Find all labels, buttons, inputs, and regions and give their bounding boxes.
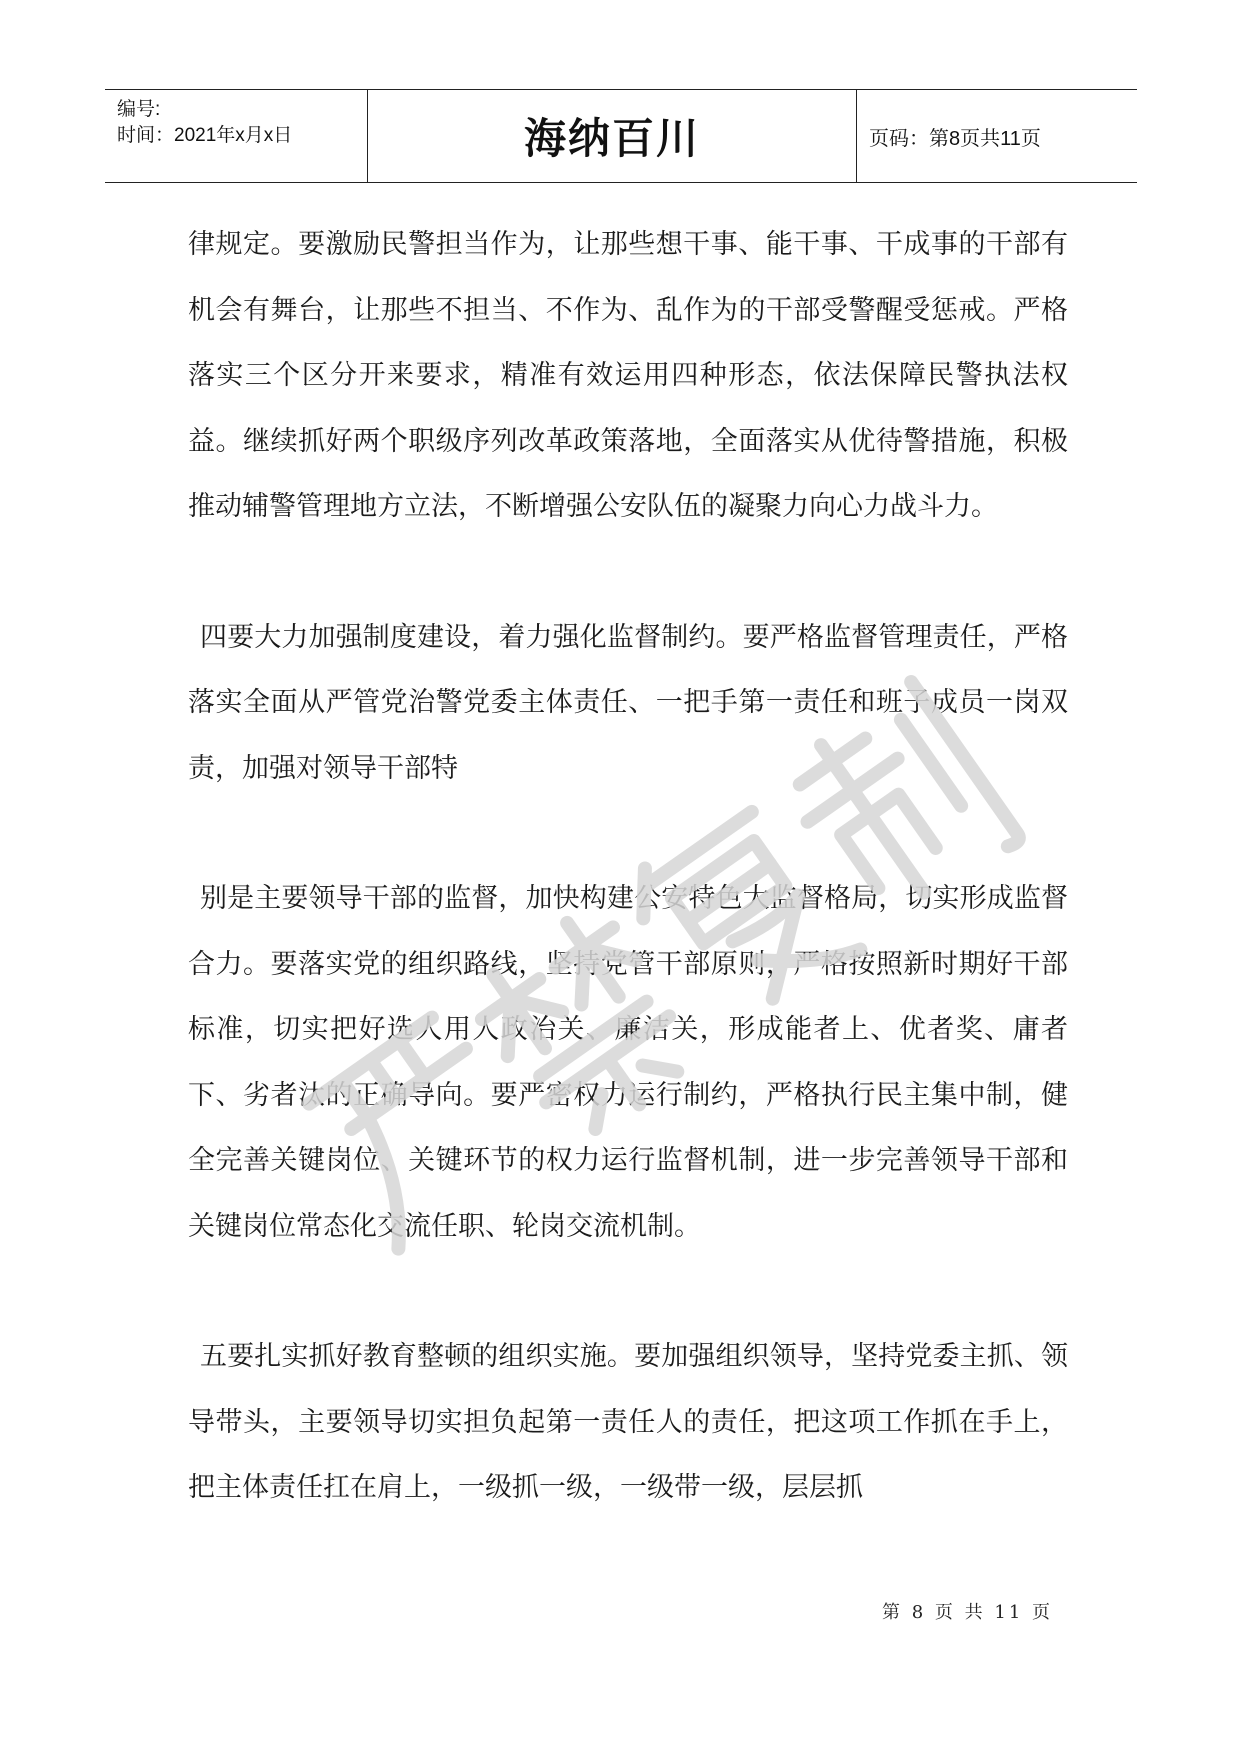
header-page-cell <box>857 90 1137 182</box>
time-label: 时间：2021年x月x日 <box>117 125 293 146</box>
code-label: 编号: <box>117 99 161 120</box>
paragraph: 四要大力加强制度建设，着力强化监督制约。要严格监督管理责任，严格落实全面从严管党治警党委主体责任、一把手第一责任和班子成员一岗双责，加强对领导干部特 <box>188 621 1068 784</box>
paragraph: 五要扎实抓好教育整顿的组织实施。要加强组织领导，坚持党委主抓、领导带头，主要领导切实担负起第一责任人的责任，把这项工作抓在手上，把主体责任扛在肩上，一级抓一级，一级带一级，层层抓 <box>188 1341 1068 1503</box>
header-meta-cell <box>105 90 368 182</box>
page-info: 页码：第8页共11页 <box>869 127 1041 150</box>
brand-title: 海纳百川 <box>523 114 700 163</box>
header-brand-cell <box>368 90 857 182</box>
paragraph: 律规定。要激励民警担当作为，让那些想干事、能干事、干成事的干部有机会有舞台，让那些不担当、不作为、乱作为的干部受警醒受惩戒。严格落实三个区分开来要求，精准有效运用四种形态，依法保障民警执法权益。继续抓好两个职级序列改革政策落地，全面落实从优待警措施，积极推动辅警管理地方立法，不断增强公安队伍的凝聚力向心力战斗力。 <box>188 229 1068 522</box>
document-body <box>188 212 1068 1521</box>
paragraph: 别是主要领导干部的监督，加快构建公安特色大监督格局，切实形成监督合力。要落实党的组织路线，坚持党管干部原则，严格按照新时期好干部标准，切实把好选人用人政治关、廉洁关，形成能者上、优者奖、庸者下、劣者汰的正确导向。要严密权力运行制约，严格执行民主集中制，健全完善关键岗位、关键环节的权力运行监督机制，进一步完善领导干部和关键岗位常态化交流任职、轮岗交流机制。 <box>188 883 1068 1242</box>
document-header <box>105 89 1137 183</box>
page-footer: 第 8 页 共 11 页 <box>882 1602 1053 1623</box>
